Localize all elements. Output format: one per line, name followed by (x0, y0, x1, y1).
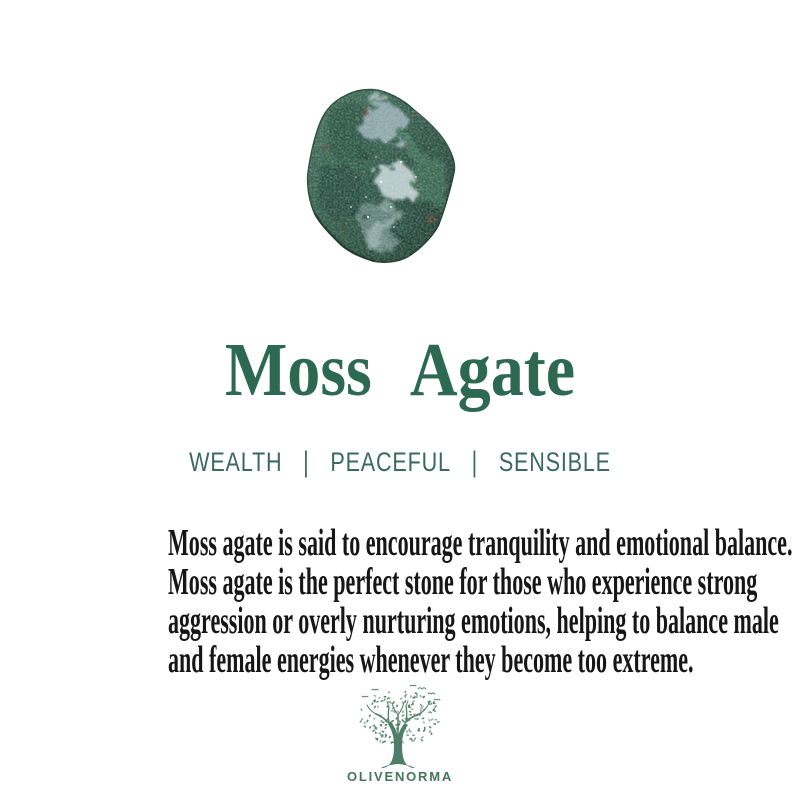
moss-agate-stone-image (306, 87, 459, 263)
description-line: aggression or overly nurturing emotions, helping to balance male (168, 600, 779, 642)
trait-label-peaceful: PEACEFUL (330, 446, 451, 477)
description-line: Moss agate is said to encourage tranquility and emotional balance. (168, 522, 793, 564)
description-line: Moss agate is the perfect stone for those who experience strong (168, 561, 758, 603)
description-paragraph (0, 524, 800, 680)
trait-separator: | (303, 445, 310, 478)
description-line: and female energies whenever they become too extreme. (168, 639, 694, 681)
brand-name: OLIVENORMA (346, 769, 454, 784)
trait-label-wealth: WEALTH (189, 446, 283, 477)
traits-row (80, 447, 720, 477)
page-title: Moss Agate (224, 328, 576, 412)
trait-separator: | (471, 445, 479, 478)
trait-label-sensible: SENSIBLE (498, 446, 611, 477)
olive-tree-icon (348, 684, 452, 768)
